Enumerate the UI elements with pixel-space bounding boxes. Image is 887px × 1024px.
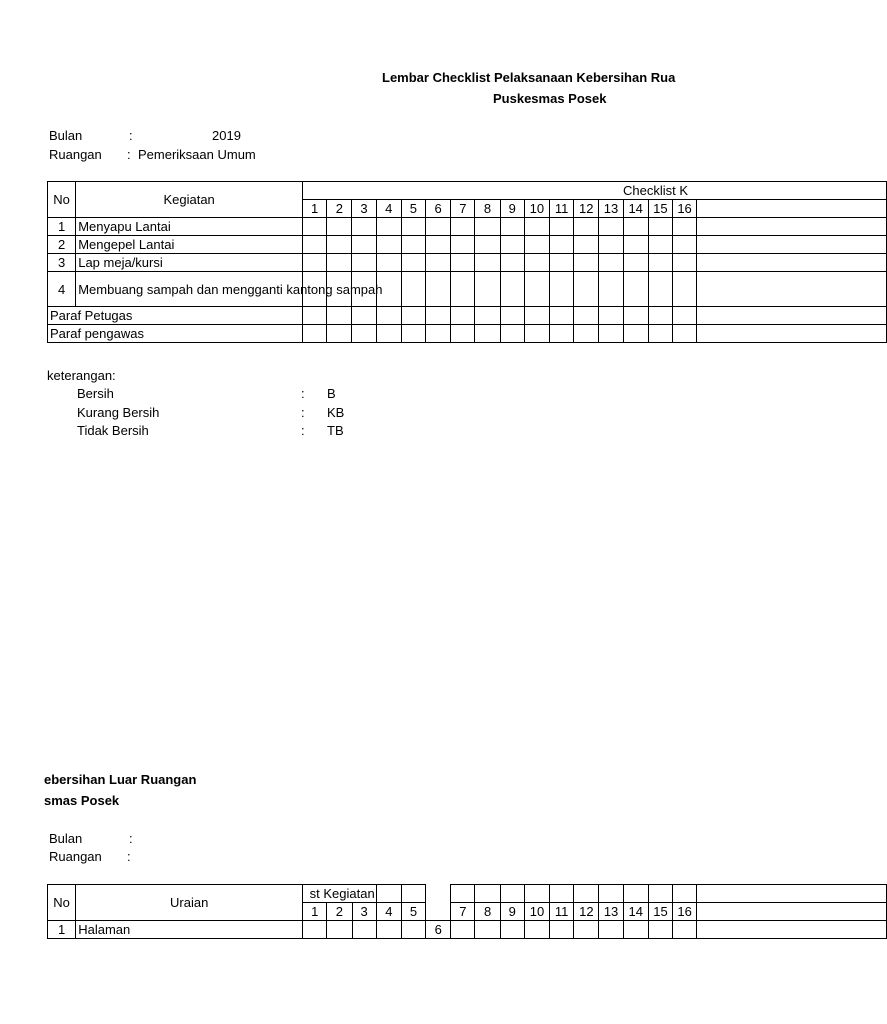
check-cell[interactable] bbox=[500, 272, 524, 307]
check-cell[interactable] bbox=[475, 325, 500, 343]
check-cell[interactable] bbox=[550, 254, 574, 272]
check-cell[interactable] bbox=[648, 254, 672, 272]
check-cell[interactable] bbox=[648, 921, 672, 939]
check-cell[interactable] bbox=[303, 325, 327, 343]
check-cell[interactable] bbox=[500, 307, 524, 325]
check-cell[interactable] bbox=[500, 921, 524, 939]
checklist-header-2: st Kegiatan bbox=[303, 885, 377, 903]
day-header: 14 bbox=[623, 200, 648, 218]
paraf-pengawas-label: Paraf pengawas bbox=[48, 325, 303, 343]
col-no-header-2: No bbox=[48, 885, 76, 921]
check-cell[interactable] bbox=[697, 236, 887, 254]
check-cell[interactable] bbox=[426, 254, 451, 272]
header-cell bbox=[401, 885, 425, 903]
keterangan-label: keterangan: bbox=[47, 368, 116, 383]
check-cell[interactable] bbox=[550, 307, 574, 325]
check-cell[interactable] bbox=[672, 307, 696, 325]
row-uraian: Halaman bbox=[76, 921, 303, 939]
check-cell[interactable] bbox=[500, 254, 524, 272]
day-header: 15 bbox=[648, 200, 672, 218]
check-cell[interactable] bbox=[352, 218, 376, 236]
header-gap bbox=[426, 885, 451, 903]
check-cell[interactable] bbox=[599, 254, 623, 272]
check-cell[interactable] bbox=[352, 921, 376, 939]
paraf-petugas-row bbox=[48, 307, 887, 325]
check-cell[interactable] bbox=[500, 325, 524, 343]
check-cell[interactable] bbox=[672, 325, 696, 343]
check-cell[interactable] bbox=[500, 236, 524, 254]
legend-sep: : bbox=[301, 423, 305, 438]
row-kegiatan: Membuang sampah dan mengganti kantong sampah bbox=[76, 272, 303, 307]
check-cell[interactable] bbox=[352, 325, 376, 343]
day-header: 12 bbox=[574, 200, 599, 218]
row-no: 4 bbox=[48, 272, 76, 307]
check-cell[interactable] bbox=[672, 218, 696, 236]
day-header: 9 bbox=[500, 903, 524, 921]
day-header: 12 bbox=[574, 903, 599, 921]
check-cell[interactable] bbox=[599, 325, 623, 343]
day-header: 16 bbox=[672, 200, 696, 218]
check-cell[interactable] bbox=[623, 325, 648, 343]
check-cell[interactable] bbox=[623, 272, 648, 307]
day-header: 11 bbox=[550, 200, 574, 218]
check-cell[interactable] bbox=[648, 272, 672, 307]
paraf-petugas-label: Paraf Petugas bbox=[48, 307, 303, 325]
row-kegiatan: Menyapu Lantai bbox=[76, 218, 303, 236]
check-cell[interactable] bbox=[574, 254, 599, 272]
header-cell bbox=[500, 885, 524, 903]
bulan-label: Bulan bbox=[49, 128, 83, 143]
row-kegiatan: Mengepel Lantai bbox=[76, 236, 303, 254]
check-cell[interactable] bbox=[524, 307, 549, 325]
check-cell[interactable] bbox=[303, 236, 327, 254]
day-header: 10 bbox=[524, 903, 549, 921]
table-row bbox=[48, 921, 887, 939]
check-cell[interactable] bbox=[303, 921, 327, 939]
checklist-table bbox=[47, 181, 887, 343]
table-row bbox=[48, 272, 887, 307]
checklist-header: Checklist K bbox=[303, 182, 887, 200]
check-cell[interactable] bbox=[475, 218, 500, 236]
col-kegiatan-header: Kegiatan bbox=[76, 182, 303, 218]
check-cell[interactable] bbox=[327, 254, 352, 272]
day-header: 16 bbox=[673, 903, 697, 921]
check-cell[interactable] bbox=[697, 254, 887, 272]
day-header: 8 bbox=[475, 200, 500, 218]
check-cell[interactable] bbox=[574, 307, 599, 325]
sheet1-subtitle: Puskesmas Posek bbox=[493, 91, 607, 106]
check-cell[interactable] bbox=[303, 218, 327, 236]
header-cell bbox=[648, 885, 672, 903]
check-cell[interactable] bbox=[550, 218, 574, 236]
row-no: 1 bbox=[48, 218, 76, 236]
check-cell[interactable] bbox=[327, 218, 352, 236]
table-row bbox=[48, 254, 887, 272]
day-header: 3 bbox=[352, 200, 376, 218]
check-cell[interactable] bbox=[500, 218, 524, 236]
table-row bbox=[48, 218, 887, 236]
col-no-header: No bbox=[48, 182, 76, 218]
check-cell[interactable] bbox=[623, 921, 648, 939]
header-cell bbox=[599, 885, 623, 903]
legend-code: KB bbox=[327, 405, 345, 420]
check-cell[interactable] bbox=[352, 307, 376, 325]
day-header: 4 bbox=[376, 903, 401, 921]
header-cell bbox=[623, 885, 648, 903]
check-cell[interactable] bbox=[352, 254, 376, 272]
check-cell[interactable] bbox=[599, 236, 623, 254]
check-cell[interactable] bbox=[574, 272, 599, 307]
check-cell[interactable] bbox=[623, 218, 648, 236]
day-header: 13 bbox=[599, 200, 623, 218]
day-header-extra bbox=[697, 200, 887, 218]
bulan-sep: : bbox=[129, 128, 133, 143]
check-cell[interactable] bbox=[401, 325, 425, 343]
day-header: 1 bbox=[303, 200, 327, 218]
day-header: 13 bbox=[599, 903, 623, 921]
day-header: 8 bbox=[475, 903, 500, 921]
check-cell[interactable] bbox=[550, 236, 574, 254]
check-cell[interactable] bbox=[451, 325, 475, 343]
check-cell[interactable] bbox=[451, 921, 475, 939]
ruangan-sep-2: : bbox=[127, 849, 131, 864]
check-cell[interactable] bbox=[426, 218, 451, 236]
day-header: 6 bbox=[426, 200, 451, 218]
check-cell[interactable] bbox=[426, 272, 451, 307]
bulan-value: 2019 bbox=[212, 128, 241, 143]
legend-name: Bersih bbox=[77, 386, 114, 401]
sheet2-title-clip bbox=[44, 772, 344, 812]
check-cell[interactable] bbox=[401, 307, 425, 325]
check-cell[interactable] bbox=[524, 218, 549, 236]
header-cell bbox=[574, 885, 599, 903]
check-cell[interactable] bbox=[451, 254, 475, 272]
check-cell[interactable] bbox=[376, 307, 401, 325]
check-cell[interactable] bbox=[376, 921, 401, 939]
day-6-label: 6 bbox=[426, 921, 451, 939]
check-cell[interactable] bbox=[401, 254, 425, 272]
check-cell[interactable] bbox=[475, 236, 500, 254]
check-cell[interactable] bbox=[352, 236, 376, 254]
check-cell[interactable] bbox=[574, 325, 599, 343]
check-cell[interactable] bbox=[599, 921, 623, 939]
day-header: 1 bbox=[303, 903, 327, 921]
check-cell[interactable] bbox=[648, 218, 672, 236]
day-header: 4 bbox=[376, 200, 401, 218]
check-cell[interactable] bbox=[672, 236, 696, 254]
check-cell[interactable] bbox=[697, 921, 887, 939]
legend-name: Kurang Bersih bbox=[77, 405, 160, 420]
check-cell[interactable] bbox=[401, 236, 425, 254]
check-cell[interactable] bbox=[697, 272, 887, 307]
checklist-table-clip bbox=[47, 181, 694, 351]
header-cell bbox=[524, 885, 549, 903]
check-cell[interactable] bbox=[697, 325, 887, 343]
col-uraian-header: Uraian bbox=[76, 885, 303, 921]
uraian-table-clip bbox=[47, 884, 694, 942]
check-cell[interactable] bbox=[673, 921, 697, 939]
check-cell[interactable] bbox=[327, 325, 352, 343]
check-cell[interactable] bbox=[550, 325, 574, 343]
day-header: 14 bbox=[623, 903, 648, 921]
day-header: 2 bbox=[327, 200, 352, 218]
check-cell[interactable] bbox=[550, 921, 574, 939]
check-cell[interactable] bbox=[475, 307, 500, 325]
check-cell[interactable] bbox=[327, 307, 352, 325]
check-cell[interactable] bbox=[451, 307, 475, 325]
header-cell bbox=[451, 885, 475, 903]
day-header: 7 bbox=[451, 200, 475, 218]
row-kegiatan: Lap meja/kursi bbox=[76, 254, 303, 272]
check-cell[interactable] bbox=[599, 272, 623, 307]
day-header: 3 bbox=[352, 903, 376, 921]
check-cell[interactable] bbox=[451, 236, 475, 254]
paraf-pengawas-row bbox=[48, 325, 887, 343]
table-row bbox=[48, 236, 887, 254]
legend-name: Tidak Bersih bbox=[77, 423, 149, 438]
check-cell[interactable] bbox=[648, 307, 672, 325]
day-header: 7 bbox=[451, 903, 475, 921]
check-cell[interactable] bbox=[672, 254, 696, 272]
check-cell[interactable] bbox=[327, 236, 352, 254]
ruangan-sep: : bbox=[127, 147, 131, 162]
row-no: 1 bbox=[48, 921, 76, 939]
bulan-label-2: Bulan bbox=[49, 831, 83, 846]
check-cell[interactable] bbox=[599, 307, 623, 325]
check-cell[interactable] bbox=[426, 236, 451, 254]
legend-sep: : bbox=[301, 405, 305, 420]
check-cell[interactable] bbox=[524, 236, 549, 254]
legend-code: TB bbox=[327, 423, 344, 438]
legend-sep: : bbox=[301, 386, 305, 401]
sheet2-subtitle: smas Posek bbox=[44, 793, 120, 808]
check-cell[interactable] bbox=[426, 307, 451, 325]
check-cell[interactable] bbox=[574, 236, 599, 254]
check-cell[interactable] bbox=[303, 254, 327, 272]
check-cell[interactable] bbox=[574, 921, 599, 939]
uraian-table bbox=[47, 884, 887, 939]
header-cell bbox=[376, 885, 401, 903]
day-header-extra bbox=[697, 903, 887, 921]
day-header: 11 bbox=[550, 903, 574, 921]
sheet2-title: ebersihan Luar Ruangan bbox=[44, 772, 197, 787]
check-cell[interactable] bbox=[303, 307, 327, 325]
day-header: 5 bbox=[401, 200, 425, 218]
header-cell bbox=[550, 885, 574, 903]
check-cell[interactable] bbox=[697, 307, 887, 325]
check-cell[interactable] bbox=[376, 218, 401, 236]
check-cell[interactable] bbox=[475, 272, 500, 307]
check-cell[interactable] bbox=[401, 218, 425, 236]
day-header: 10 bbox=[524, 200, 549, 218]
day-header: 9 bbox=[500, 200, 524, 218]
header-cell bbox=[673, 885, 697, 903]
check-cell[interactable] bbox=[401, 921, 425, 939]
check-cell[interactable] bbox=[524, 921, 549, 939]
check-cell[interactable] bbox=[524, 272, 549, 307]
bulan-sep-2: : bbox=[129, 831, 133, 846]
day-header-gap bbox=[426, 903, 451, 921]
check-cell[interactable] bbox=[623, 254, 648, 272]
day-header: 2 bbox=[327, 903, 352, 921]
check-cell[interactable] bbox=[327, 921, 352, 939]
ruangan-label: Ruangan bbox=[49, 147, 102, 162]
check-cell[interactable] bbox=[672, 272, 696, 307]
check-cell[interactable] bbox=[550, 272, 574, 307]
check-cell[interactable] bbox=[574, 218, 599, 236]
check-cell[interactable] bbox=[524, 325, 549, 343]
day-header: 5 bbox=[401, 903, 425, 921]
check-cell[interactable] bbox=[451, 272, 475, 307]
header-cell bbox=[475, 885, 500, 903]
row-no: 3 bbox=[48, 254, 76, 272]
check-cell[interactable] bbox=[623, 236, 648, 254]
check-cell[interactable] bbox=[475, 921, 500, 939]
check-cell[interactable] bbox=[648, 236, 672, 254]
check-cell[interactable] bbox=[623, 307, 648, 325]
check-cell[interactable] bbox=[401, 272, 425, 307]
row-no: 2 bbox=[48, 236, 76, 254]
check-cell[interactable] bbox=[648, 325, 672, 343]
check-cell[interactable] bbox=[524, 254, 549, 272]
ruangan-value: Pemeriksaan Umum bbox=[138, 147, 256, 162]
check-cell[interactable] bbox=[376, 236, 401, 254]
check-cell[interactable] bbox=[599, 218, 623, 236]
check-cell[interactable] bbox=[475, 254, 500, 272]
legend-code: B bbox=[327, 386, 336, 401]
check-cell[interactable] bbox=[451, 218, 475, 236]
check-cell[interactable] bbox=[376, 254, 401, 272]
ruangan-label-2: Ruangan bbox=[49, 849, 102, 864]
sheet1-title: Lembar Checklist Pelaksanaan Kebersihan Rua bbox=[382, 70, 676, 85]
sheet1-title-clip bbox=[0, 70, 693, 110]
check-cell[interactable] bbox=[376, 325, 401, 343]
header-cell bbox=[697, 885, 887, 903]
check-cell[interactable] bbox=[426, 325, 451, 343]
check-cell[interactable] bbox=[697, 218, 887, 236]
day-header: 15 bbox=[648, 903, 672, 921]
